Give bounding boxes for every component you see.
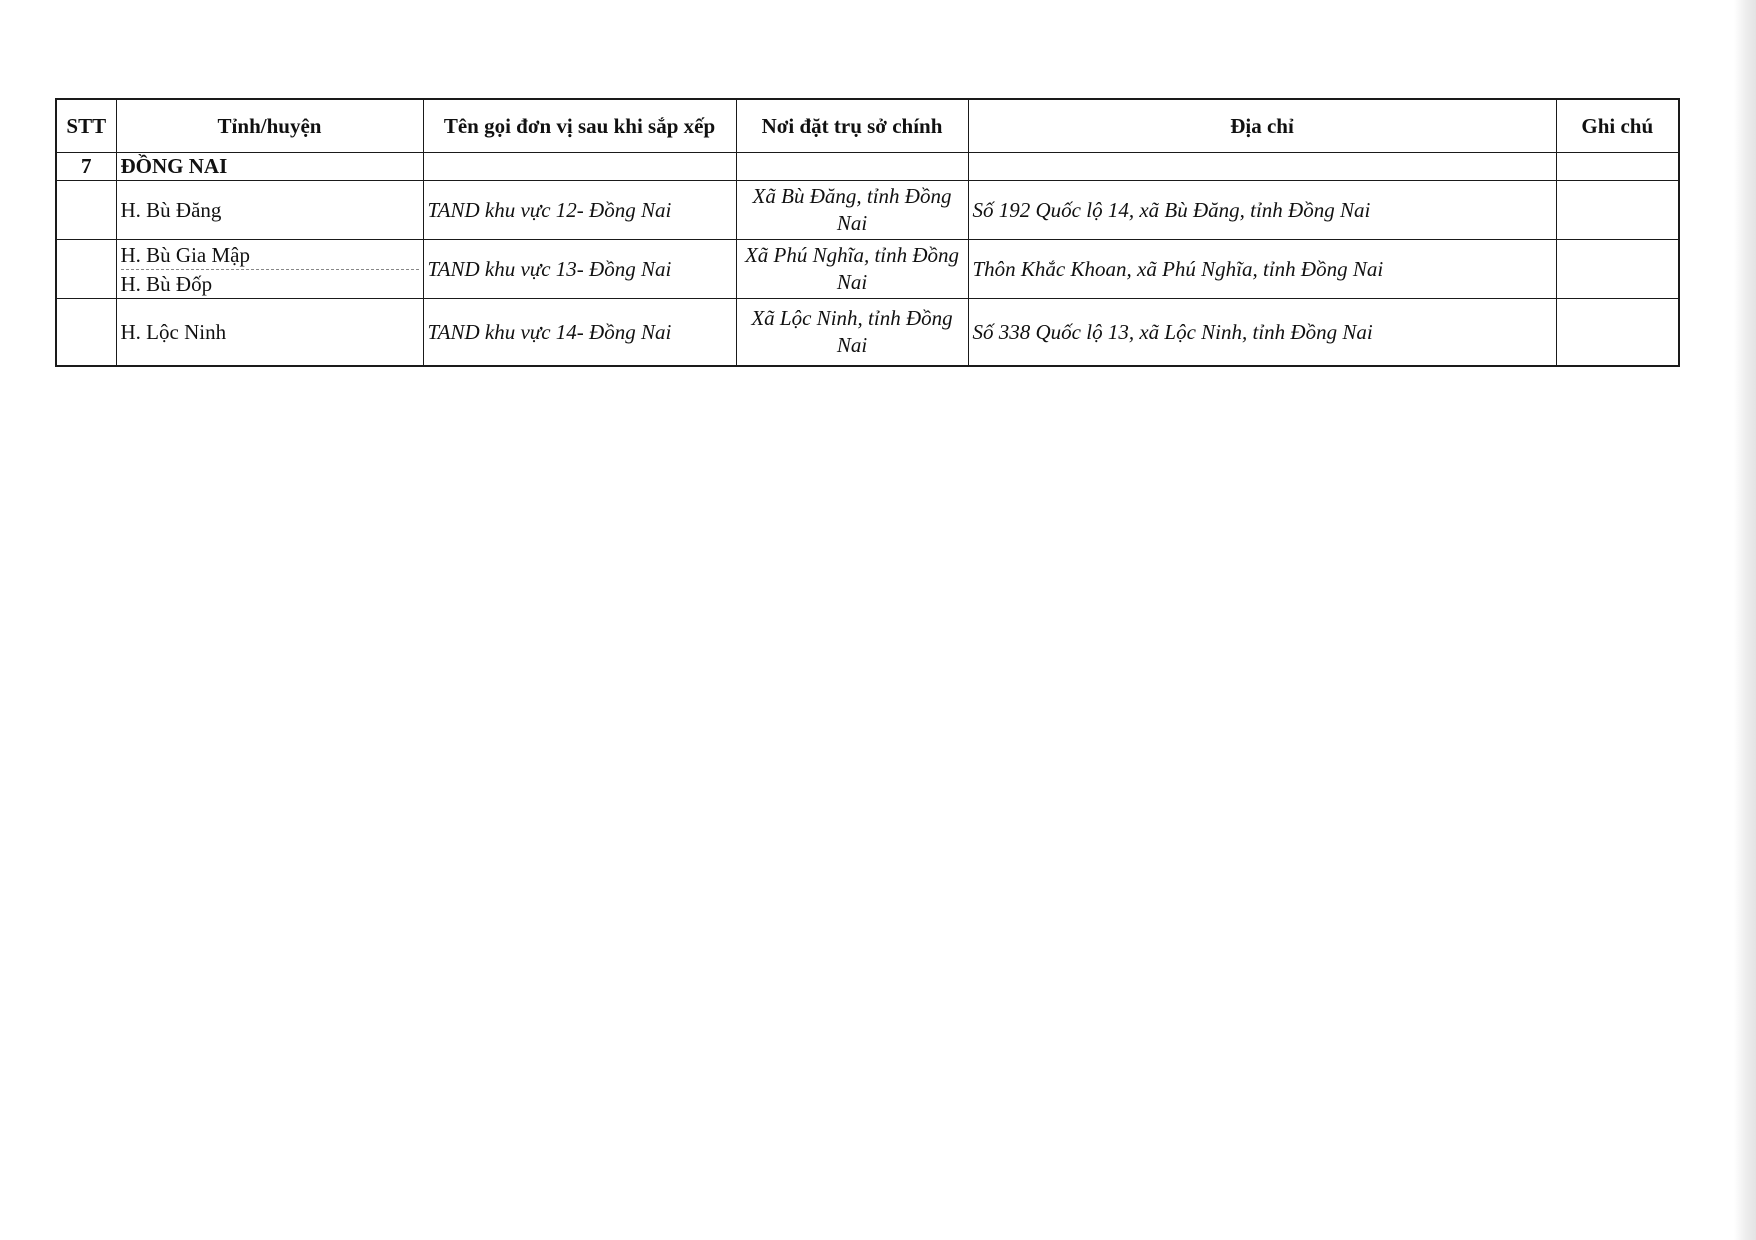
headquarters-cell: Xã Phú Nghĩa, tỉnh Đồng Nai bbox=[736, 240, 968, 299]
province-group-row bbox=[56, 153, 1679, 181]
district-cell bbox=[116, 240, 423, 299]
group-stt: 7 bbox=[56, 153, 116, 181]
address-cell: Số 192 Quốc lộ 14, xã Bù Đăng, tỉnh Đồng Nai bbox=[968, 181, 1556, 240]
district-name: H. Lộc Ninh bbox=[120, 320, 227, 344]
unit-name-cell: TAND khu vực 14- Đồng Nai bbox=[423, 299, 736, 367]
empty-cell bbox=[736, 153, 968, 181]
unit-name-cell: TAND khu vực 13- Đồng Nai bbox=[423, 240, 736, 299]
header-stt: STT bbox=[56, 99, 116, 153]
district-cell bbox=[116, 181, 423, 240]
table-row bbox=[56, 299, 1679, 367]
district-name: H. Bù Đốp bbox=[121, 269, 419, 298]
district-name: H. Bù Gia Mập bbox=[120, 242, 250, 267]
district-cell bbox=[116, 299, 423, 367]
unit-name-cell: TAND khu vực 12- Đồng Nai bbox=[423, 181, 736, 240]
note-cell bbox=[1556, 299, 1679, 367]
header-note: Ghi chú bbox=[1556, 99, 1679, 153]
court-units-table bbox=[55, 98, 1680, 367]
headquarters-cell: Xã Bù Đăng, tỉnh Đồng Nai bbox=[736, 181, 968, 240]
table-header-row bbox=[56, 99, 1679, 153]
note-cell bbox=[1556, 240, 1679, 299]
header-headquarters: Nơi đặt trụ sở chính bbox=[736, 99, 968, 153]
row-stt bbox=[56, 299, 116, 367]
headquarters-cell: Xã Lộc Ninh, tỉnh Đồng Nai bbox=[736, 299, 968, 367]
table-row bbox=[56, 181, 1679, 240]
empty-cell bbox=[423, 153, 736, 181]
address-cell: Số 338 Quốc lộ 13, xã Lộc Ninh, tỉnh Đồng Nai bbox=[968, 299, 1556, 367]
scan-edge-shadow bbox=[1734, 0, 1756, 1240]
district-name: H. Bù Đăng bbox=[120, 198, 222, 222]
row-stt bbox=[56, 240, 116, 299]
header-unit-name: Tên gọi đơn vị sau khi sắp xếp bbox=[423, 99, 736, 153]
row-stt bbox=[56, 181, 116, 240]
group-province-name: ĐỒNG NAI bbox=[116, 153, 423, 181]
address-cell: Thôn Khắc Khoan, xã Phú Nghĩa, tỉnh Đồng Nai bbox=[968, 240, 1556, 299]
note-cell bbox=[1556, 181, 1679, 240]
empty-cell bbox=[1556, 153, 1679, 181]
table-row bbox=[56, 240, 1679, 299]
header-address: Địa chỉ bbox=[968, 99, 1556, 153]
header-province-district: Tỉnh/huyện bbox=[116, 99, 423, 153]
empty-cell bbox=[968, 153, 1556, 181]
